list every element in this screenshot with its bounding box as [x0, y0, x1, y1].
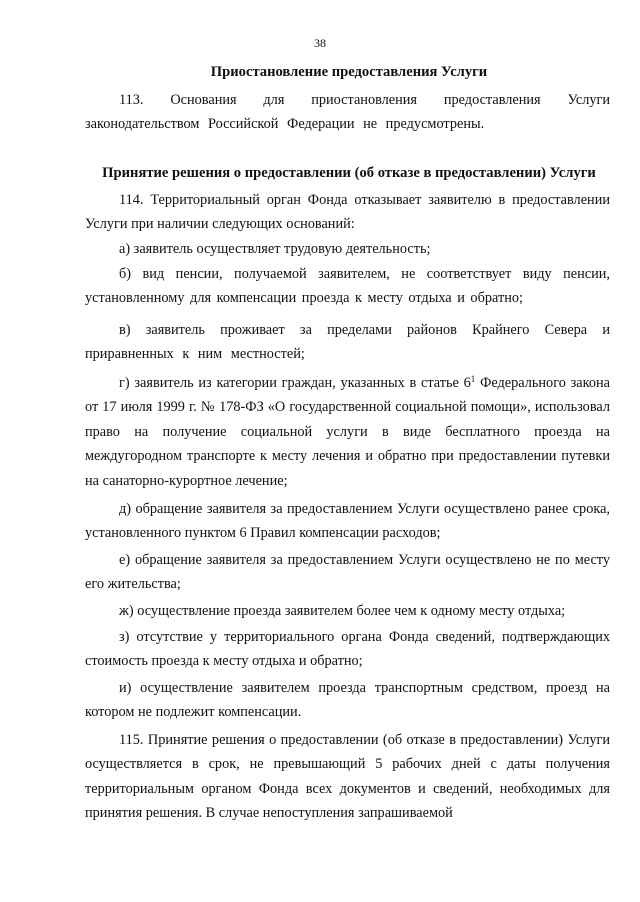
section-heading-decision: Принятие решения о предоставлении (об отказе в предоставлении) Услуги	[102, 165, 596, 181]
list-item-v: в) заявитель проживает за пределами районов Крайнего Севера и приравненных к ним местностей;	[85, 322, 610, 363]
list-item-g-text-start: г) заявитель из категории граждан, указанных в статье 6	[119, 375, 471, 391]
footnote-superscript: 1	[470, 374, 476, 384]
section-heading-suspension: Приостановление предоставления Услуги	[210, 64, 488, 80]
list-item-z: з) отсутствие у территориального органа Фонда сведений, подтверждающих стоимость проезда к месту отдыха и обратно;	[85, 629, 610, 670]
list-item-b: б) вид пенсии, получаемой заявителем, не соответствует виду пенсии, установленному для компенсации проезда к месту отдыха и обратно;	[85, 266, 610, 307]
list-item-e: е) обращение заявителя за предоставлением Услуги осуществлено не по месту его жительства;	[85, 552, 610, 593]
list-item-g-text-end: Федерального закона от 17 июля 1999 г. № 178-ФЗ «О государственной социальной помощи», использовал право на получение социальной услуги в виде бесплатного проезда на междугородном транспорте к месту лечения и обратно при предоставлении путевки на санаторно-курортное лечение;	[85, 375, 610, 489]
list-item-d: д) обращение заявителя за предоставлением Услуги осуществлено ранее срока, установленного пунктом 6 Правил компенсации расходов;	[85, 501, 610, 542]
list-item-i: и) осуществление заявителем проезда транспортным средством, проезд на котором не подлежит компенсации.	[85, 680, 610, 721]
page-number: 38	[314, 36, 326, 50]
list-item-g	[85, 371, 610, 493]
paragraph-114: 114. Территориальный орган Фонда отказывает заявителю в предоставлении Услуги при наличии следующих оснований:	[85, 192, 610, 233]
list-item-a: а) заявитель осуществляет трудовую деятельность;	[119, 241, 431, 257]
paragraph-115: 115. Принятие решения о предоставлении (об отказе в предоставлении) Услуги осуществляется в срок, не превышающий 5 рабочих дней с даты получения территориальным органом Фонда всех документов и сведений, необходимых для принятия решения. В случае непоступления запрашиваемой	[85, 732, 610, 822]
paragraph-113: 113. Основания для приостановления предоставления Услуги законодательством Российской Федерации не предусмотрены.	[85, 92, 610, 133]
list-item-zh: ж) осуществление проезда заявителем более чем к одному месту отдыха;	[119, 603, 566, 619]
